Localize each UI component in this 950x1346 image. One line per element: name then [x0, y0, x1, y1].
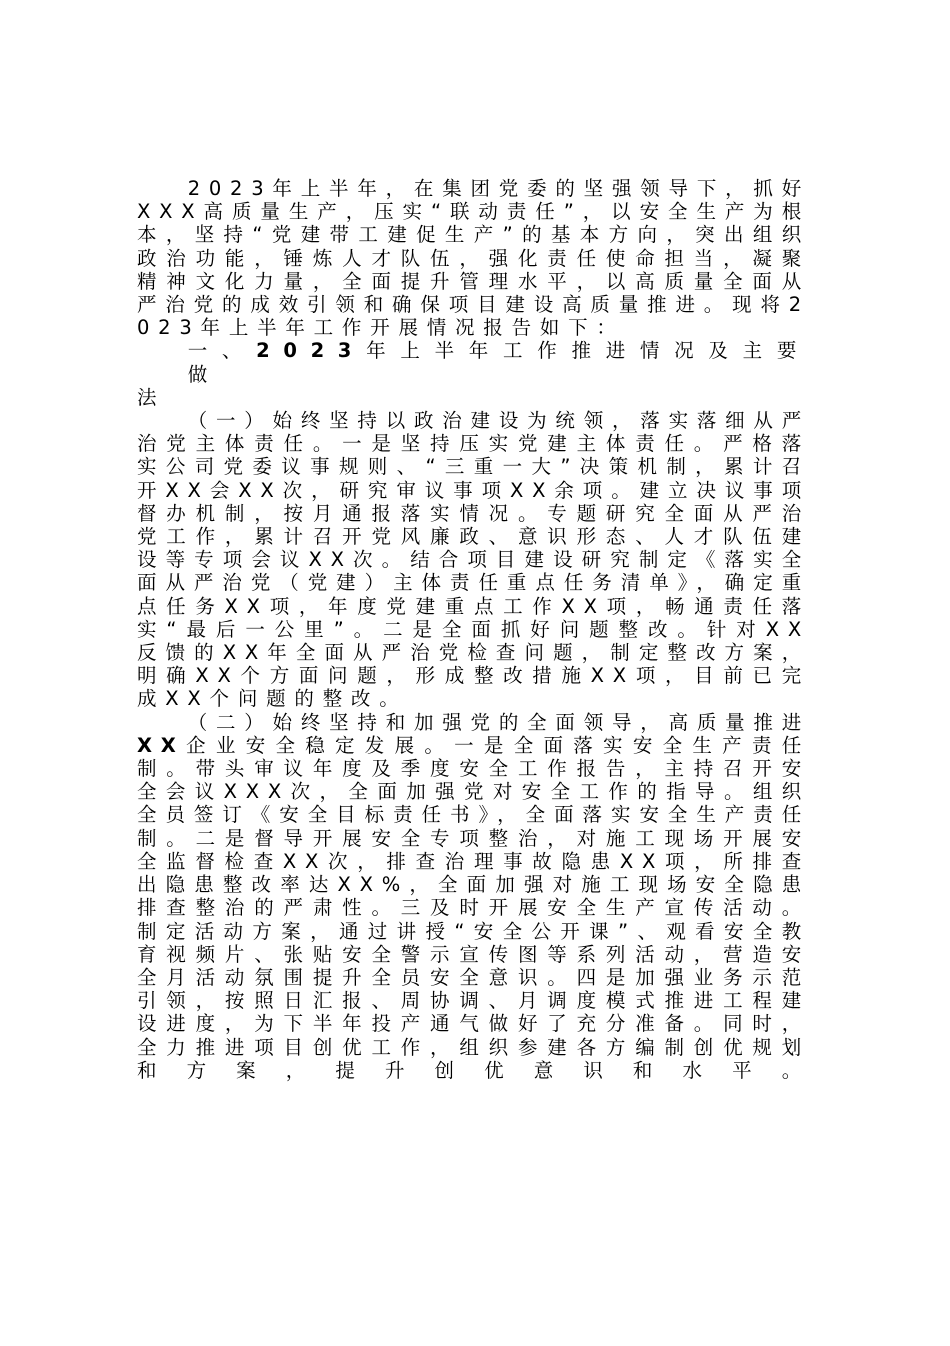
heading-line-1	[137, 339, 810, 385]
heading-title: 年上半年工作推进情况及主要做	[187, 339, 810, 386]
heading-line-2: 法	[137, 385, 166, 409]
document-page	[137, 177, 810, 1082]
heading-prefix: 一、	[187, 339, 257, 363]
section-heading-1	[137, 339, 810, 409]
subsection-2-bold-xx: XX	[137, 733, 185, 757]
intro-paragraph: 2023年上半年，在集团党委的坚强领导下，抓好XXX高质量生产，压实“联动责任”，以安全生产为根本，坚持“党建带工建促生产”的基本方向，突出组织政治功能，锤炼人才队伍，强化责任使命担当，凝聚精神文化力量，全面提升管理水平，以高质量全面从严治党的成效引领和确保项目建设高质量推进。现将2023年上半年工作开展情况报告如下：	[137, 177, 810, 340]
subsection-1-paragraph: （一）始终坚持以政治建设为统领，落实落细从严治党主体责任。一是坚持压实党建主体责任。严格落实公司党委议事规则、“三重一大”决策机制，累计召开XX会XX次，研究审议事项XX余项。建立决议事项督办机制，按月通报落实情况。专题研究全面从严治党工作，累计召开党风廉政、意识形态、人才队伍建设等专项会议XX次。结合项目建设研究制定《落实全面从严治党（党建）主体责任重点任务清单》，确定重点任务XX项，年度党建重点工作XX项，畅通责任落实“最后一公里”。二是全面抓好问题整改。针对XX反馈的XX年全面从严治党检查问题，制定整改方案，明确XX个方面问题，形成整改措施XX项，目前已完成XX个问题的整改。	[137, 409, 810, 711]
heading-year: 2023	[256, 339, 366, 363]
subsection-2-paragraph	[137, 711, 810, 1082]
subsection-2-body: 企业安全稳定发展。一是全面落实安全生产责任制。带头审议年度及季度安全工作报告，主持召开安全会议XXX次，全面加强党对安全工作的指导。组织全员签订《安全目标责任书》，全面落实安全生产责任制。二是督导开展安全专项整治，对施工现场开展安全监督检查XX次，排查治理事故隐患XX项，所排查出隐患整改率达XX%，全面加强对施工现场安全隐患排查整治的严肃性。三及时开展安全生产宣传活动。制定活动方案，通过讲授“安全公开课”、观看安全教育视频片、张贴安全警示宣传图等系列活动，营造安全月活动氛围提升全员安全意识。四是加强业务示范引领，按照日汇报、周协调、月调度模式推进工程建设进度，为下半年投产通气做好了充分准备。同时，全力推进项目创优工作，组织参建各方编制创优规划和方案，提升创优意识和水平。	[137, 733, 810, 1082]
subsection-2-lead: （二）始终坚持和加强党的全面领导，高质量推进	[187, 710, 810, 734]
